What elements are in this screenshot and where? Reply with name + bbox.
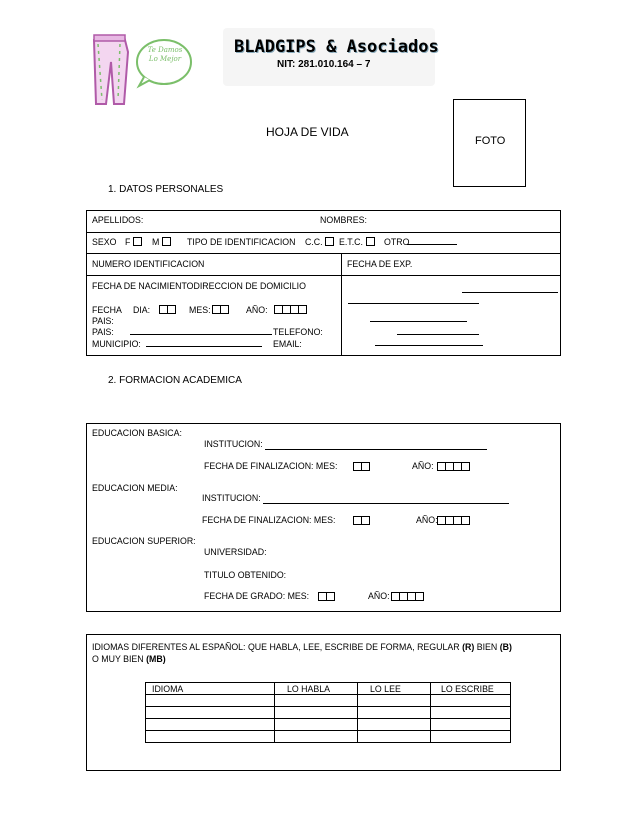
col-lo-escribe: LO ESCRIBE xyxy=(431,683,511,695)
fecha-nac-dir-label: FECHA DE NACIMIENTODIRECCION DE DOMICILIO xyxy=(92,281,306,291)
cc-label: C.C. xyxy=(305,237,323,247)
basica-anio-label: AÑO: xyxy=(412,461,434,471)
col-lo-habla: LO HABLA xyxy=(275,683,358,695)
basica-mes-boxes[interactable] xyxy=(354,462,370,473)
basica-institucion-label: INSTITUCION: xyxy=(204,439,263,449)
titulo-label: TITULO OBTENIDO: xyxy=(204,570,287,580)
email-field[interactable] xyxy=(375,345,483,346)
tipo-id-label: TIPO DE IDENTIFICACION xyxy=(187,237,296,247)
table-row[interactable] xyxy=(146,719,511,731)
apellidos-label: APELLIDOS: xyxy=(92,215,144,225)
otro-label: OTRO xyxy=(384,237,410,247)
etc-label: E.T.C. xyxy=(339,237,363,247)
pais-right-field[interactable] xyxy=(370,321,467,322)
grado-anio-boxes[interactable] xyxy=(392,592,424,603)
fecha-label: FECHA xyxy=(92,305,122,315)
sexo-m-label: M xyxy=(152,237,160,247)
pais-label-1: PAIS: xyxy=(92,316,114,326)
dia-label: DIA: xyxy=(133,305,151,315)
languages-table xyxy=(145,682,511,743)
basica-institucion-field[interactable] xyxy=(265,449,487,450)
educacion-media-label: EDUCACION MEDIA: xyxy=(92,483,178,493)
company-logo xyxy=(84,22,194,112)
grado-mes-boxes[interactable] xyxy=(319,592,335,603)
fecha-grado-label: FECHA DE GRADO: MES: xyxy=(204,591,310,601)
section-1-heading: 1. DATOS PERSONALES xyxy=(108,184,224,195)
municipio-field[interactable] xyxy=(146,346,262,347)
grado-anio-label: AÑO: xyxy=(368,591,390,601)
educacion-superior-label: EDUCACION SUPERIOR: xyxy=(92,536,196,546)
cc-checkbox[interactable] xyxy=(325,237,334,246)
media-anio-label: AÑO: xyxy=(416,515,438,525)
languages-intro: IDIOMAS DIFERENTES AL ESPAÑOL: QUE HABLA, LEE, ESCRIBE DE FORMA, REGULAR (R) BIEN (B) O MUY BIEN (MB) xyxy=(92,642,512,664)
media-mes-boxes[interactable] xyxy=(354,516,370,527)
media-institucion-label: INSTITUCION: xyxy=(202,493,261,503)
pais-field[interactable] xyxy=(130,334,272,335)
col-lo-lee: LO LEE xyxy=(358,683,431,695)
basica-fecha-fin-label: FECHA DE FINALIZACION: MES: xyxy=(204,461,338,471)
mes-boxes[interactable] xyxy=(213,305,229,316)
company-name: BLADGIPS & Asociados xyxy=(234,37,439,57)
table-header-row xyxy=(146,683,511,695)
mes-label: MES: xyxy=(189,305,211,315)
table-row[interactable] xyxy=(146,731,511,743)
media-fecha-fin-label: FECHA DE FINALIZACION: MES: xyxy=(202,515,336,525)
page-title: HOJA DE VIDA xyxy=(266,125,349,139)
trousers-icon xyxy=(94,35,128,104)
logo-slogan: Te Damos Lo Mejor xyxy=(147,46,183,63)
anio-boxes[interactable] xyxy=(275,305,307,316)
media-institucion-field[interactable] xyxy=(263,503,509,504)
nombres-label: NOMBRES: xyxy=(320,215,367,225)
numero-id-label: NUMERO IDENTIFICACION xyxy=(92,259,205,269)
email-label: EMAIL: xyxy=(273,339,302,349)
municipio-label: MUNICIPIO: xyxy=(92,339,141,349)
fecha-exp-label: FECHA DE EXP. xyxy=(347,259,413,269)
direccion-field-2[interactable] xyxy=(348,303,479,304)
dia-boxes[interactable] xyxy=(160,305,176,316)
educacion-basica-label: EDUCACION BASICA: xyxy=(92,428,182,438)
telefono-field[interactable] xyxy=(397,334,479,335)
section-2-heading: 2. FORMACION ACADEMICA xyxy=(108,375,242,386)
universidad-label: UNIVERSIDAD: xyxy=(204,547,267,557)
col-idioma: IDIOMA xyxy=(146,683,275,695)
sexo-f-label: F xyxy=(125,237,131,247)
otro-field[interactable] xyxy=(407,244,457,245)
etc-checkbox[interactable] xyxy=(366,237,375,246)
table-row[interactable] xyxy=(146,707,511,719)
sexo-f-checkbox[interactable] xyxy=(133,237,142,246)
anio-label: AÑO: xyxy=(246,305,268,315)
media-anio-boxes[interactable] xyxy=(438,516,470,527)
basica-anio-boxes[interactable] xyxy=(438,462,470,473)
telefono-label: TELEFONO: xyxy=(273,327,323,337)
table-row[interactable] xyxy=(146,695,511,707)
sexo-m-checkbox[interactable] xyxy=(162,237,171,246)
sexo-label: SEXO xyxy=(92,237,117,247)
photo-label: FOTO xyxy=(475,135,506,147)
company-nit: NIT: 281.010.164 – 7 xyxy=(277,59,371,70)
direccion-field[interactable] xyxy=(462,292,558,293)
pais-label-2: PAIS: xyxy=(92,327,114,337)
